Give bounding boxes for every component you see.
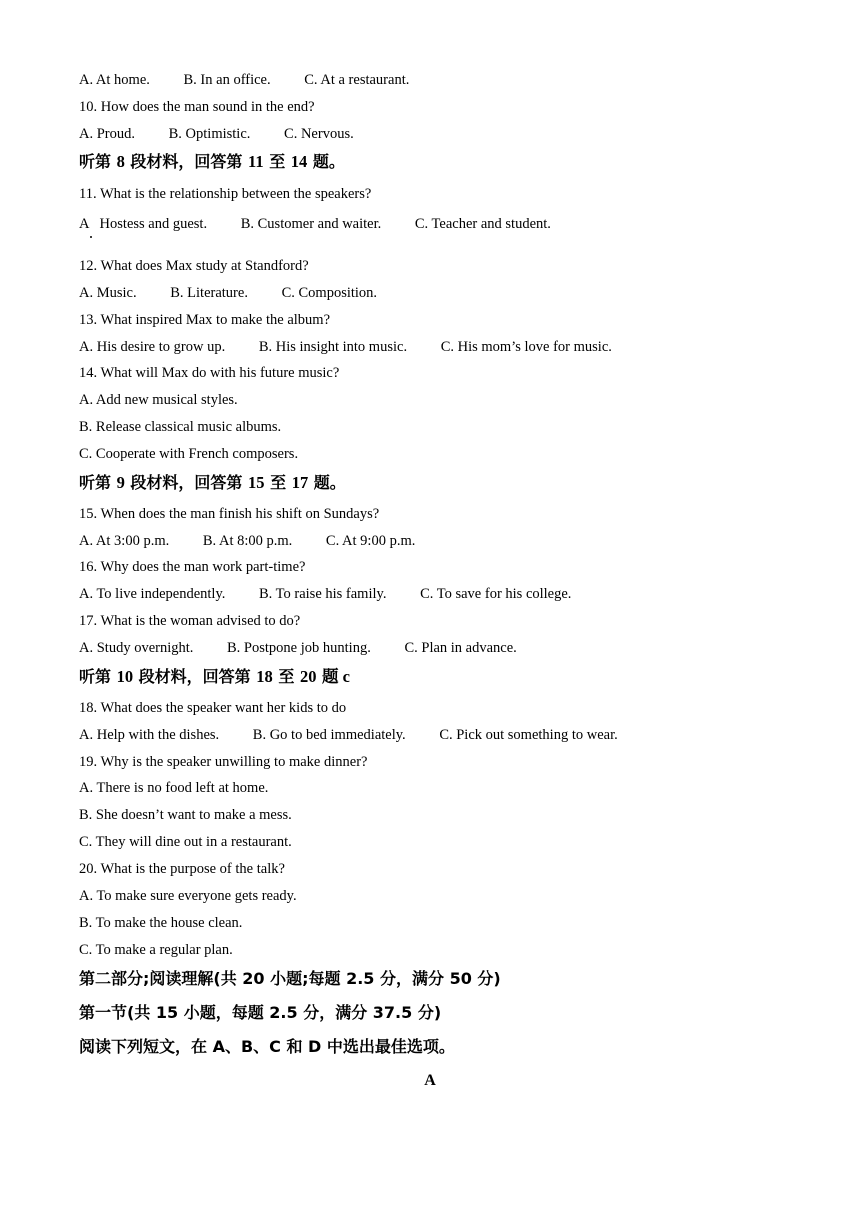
q19-option-b: B. She doesn’t want to make a mess. [79,807,292,823]
part2-subheading: 第一节(共 15 小题，每题 2.5 分，满分 37.5 分) [79,1003,442,1022]
q9-option-c: C. At a restaurant. [304,72,410,88]
part2-heading: 第二部分;阅读理解(共 20 小题;每题 2.5 分，满分 50 分) [79,969,501,988]
q14-question: 14. What will Max do with his future music? [79,365,340,381]
q13-options [79,338,612,356]
q11-option-a: A Hostess and guest. [79,216,208,232]
section8-mid2: 至 [269,152,286,171]
q12-option-a: A. Music. [79,285,137,301]
section8-num1: 8 [116,152,125,171]
q12-option-c: C. Composition. [281,285,378,301]
section10-num2: 18 [256,667,273,686]
section10-prefix: 听第 [79,667,112,686]
q12-options [79,284,377,302]
q14-option-b: B. Release classical music albums. [79,419,282,435]
q10-option-a: A. Proud. [79,126,135,142]
q17-option-b: B. Postpone job hunting. [227,640,371,656]
q17-question: 17. What is the woman advised to do? [79,613,301,629]
q17-option-c: C. Plan in advance. [404,640,517,656]
stray-dot [90,236,92,238]
q16-option-c: C. To save for his college. [420,586,572,602]
section9-mid1: 段材料，回答第 [130,473,243,492]
q19-option-c: C. They will dine out in a restaurant. [79,834,292,850]
q10-option-c: C. Nervous. [284,126,354,142]
q20-option-b: B. To make the house clean. [79,915,243,931]
section8-num3: 14 [290,152,308,171]
section9-num2: 15 [248,473,265,492]
q10-question: 10. How does the man sound in the end? [79,99,315,115]
section8-num2: 11 [248,152,264,171]
q15-options [79,532,415,550]
q17-option-a: A. Study overnight. [79,640,194,656]
q16-option-b: B. To raise his family. [259,586,387,602]
q11-options [79,215,551,233]
q10-option-b: B. Optimistic. [168,126,251,142]
section9-prefix: 听第 [79,473,112,492]
q18-question: 18. What does the speaker want her kids to do [79,700,347,716]
section10-num3: 20 [299,667,317,686]
q13-option-b: B. His insight into music. [258,339,408,355]
q20-option-c: C. To make a regular plan. [79,942,233,958]
q18-option-c: C. Pick out something to wear. [439,727,618,743]
section8-suffix: 题。 [312,152,345,171]
passage-label: A [424,1072,436,1089]
q16-options [79,585,571,603]
q18-option-a: A. Help with the dishes. [79,727,220,743]
q16-question: 16. Why does the man work part-time? [79,559,306,575]
q9-options [79,71,409,89]
section8-heading [79,152,345,172]
q14-option-c: C. Cooperate with French composers. [79,446,299,462]
q9-option-a: A. At home. [79,72,150,88]
section10-heading [79,667,350,687]
q18-option-b: B. Go to bed immediately. [252,727,406,743]
part2-instruction: 阅读下列短文，在 A、B、C 和 D 中选出最佳选项。 [79,1037,455,1056]
q13-option-c: C. His mom’s love for music. [440,339,612,355]
section10-mid1: 段材料，回答第 [138,667,251,686]
q11-question: 11. What is the relationship between the speakers? [79,186,372,202]
q18-options [79,726,618,744]
q20-option-a: A. To make sure everyone gets ready. [79,888,297,904]
q15-option-a: A. At 3:00 p.m. [79,533,170,549]
q15-option-c: C. At 9:00 p.m. [325,533,416,549]
section8-prefix: 听第 [79,152,112,171]
section10-mid2: 至 [278,667,295,686]
section9-suffix: 题。 [313,473,346,492]
q10-options [79,125,354,143]
q11-option-b: B. Customer and waiter. [240,216,382,232]
q19-option-a: A. There is no food left at home. [79,780,269,796]
section10-suffix: 题 c [322,667,350,686]
q12-question: 12. What does Max study at Standford? [79,258,309,274]
q16-option-a: A. To live independently. [79,586,226,602]
q13-option-a: A. His desire to grow up. [79,339,226,355]
section9-heading [79,473,346,493]
section9-num1: 9 [116,473,125,492]
section8-mid1: 段材料，回答第 [130,152,243,171]
q14-option-a: A. Add new musical styles. [79,392,238,408]
q20-question: 20. What is the purpose of the talk? [79,861,285,877]
q13-question: 13. What inspired Max to make the album? [79,312,331,328]
section9-num3: 17 [291,473,309,492]
section10-num1: 10 [116,667,134,686]
section9-mid2: 至 [270,473,287,492]
q15-question: 15. When does the man finish his shift on Sundays? [79,506,380,522]
q12-option-b: B. Literature. [170,285,248,301]
q15-option-b: B. At 8:00 p.m. [202,533,293,549]
q17-options [79,639,517,657]
q19-question: 19. Why is the speaker unwilling to make dinner? [79,754,368,770]
q11-option-c: C. Teacher and student. [414,216,551,232]
q9-option-b: B. In an office. [183,72,271,88]
